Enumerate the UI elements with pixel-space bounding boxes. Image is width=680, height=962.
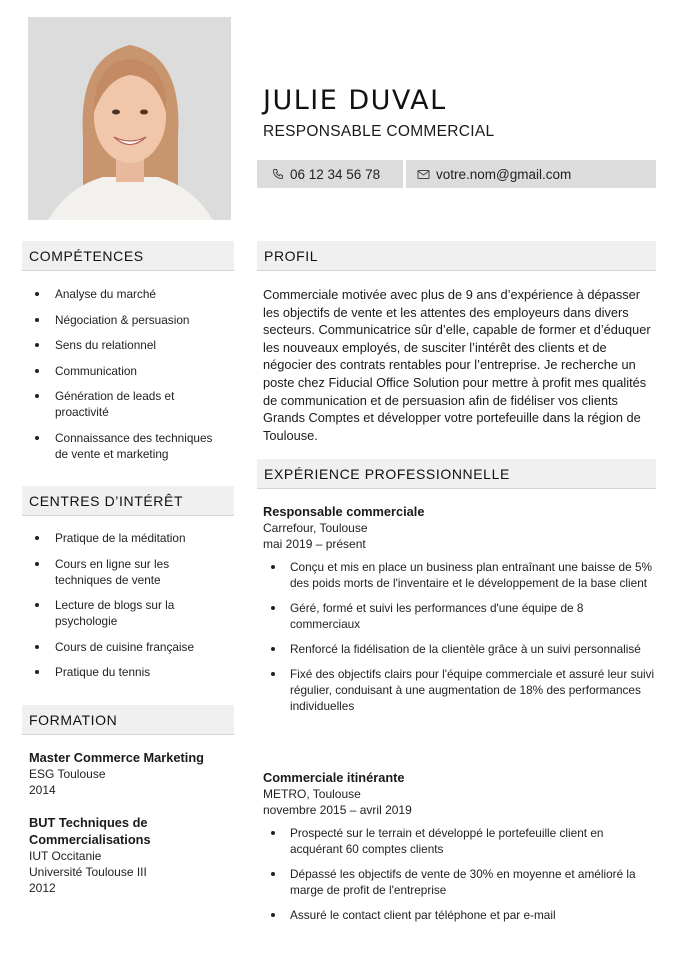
job-company: Carrefour, Toulouse	[263, 521, 368, 535]
list-item: Prospecté sur le terrain et développé le portefeuille client en acquérant 60 comptes clients	[263, 825, 656, 857]
section-interests-heading: CENTRES D’INTÉRÊT	[22, 486, 234, 516]
section-profile-heading: PROFIL	[257, 241, 656, 271]
list-item: Assuré le contact client par téléphone et par e-mail	[263, 907, 656, 923]
phone-number: 06 12 34 56 78	[290, 166, 381, 182]
education-year: 2012	[29, 881, 56, 895]
list-item: Cours de cuisine française	[22, 639, 227, 655]
experience-entry	[263, 503, 656, 723]
education-degree: Master Commerce Marketing	[29, 750, 204, 765]
list-item: Négociation & persuasion	[22, 312, 227, 328]
candidate-name: JULIE DUVAL	[263, 85, 447, 116]
section-experience-heading: EXPÉRIENCE PROFESSIONNELLE	[257, 459, 656, 489]
profile-photo	[28, 17, 231, 220]
job-achievements	[263, 825, 656, 923]
phone-contact[interactable]	[257, 160, 403, 188]
skills-list	[22, 286, 227, 471]
list-item: Géré, formé et suivi les performances d'une équipe de 8 commerciaux	[263, 600, 656, 632]
envelope-icon	[417, 169, 430, 180]
list-item: Sens du relationnel	[22, 337, 227, 353]
job-title: Responsable commerciale	[263, 504, 425, 519]
list-item: Lecture de blogs sur la psychologie	[22, 597, 227, 629]
list-item: Dépassé les objectifs de vente de 30% en moyenne et amélioré la marge de profit de l'entreprise	[263, 866, 656, 898]
education-year: 2014	[29, 783, 56, 797]
list-item: Analyse du marché	[22, 286, 227, 302]
section-skills-heading: COMPÉTENCES	[22, 241, 234, 271]
education-school: IUT Occitanie	[29, 849, 102, 863]
education-school-secondary: Université Toulouse III	[29, 865, 147, 879]
education-entry	[29, 749, 234, 798]
education-degree: BUT Techniques de Commercialisations	[29, 815, 151, 847]
list-item: Renforcé la fidélisation de la clientèle grâce à un suivi personnalisé	[263, 641, 656, 657]
email-address: votre.nom@gmail.com	[436, 166, 572, 182]
job-dates: novembre 2015 – avril 2019	[263, 803, 412, 817]
phone-icon	[272, 168, 284, 180]
resume-header	[263, 84, 656, 141]
interests-list	[22, 530, 227, 690]
section-education-heading: FORMATION	[22, 705, 234, 735]
list-item: Pratique de la méditation	[22, 530, 227, 546]
job-dates: mai 2019 – présent	[263, 537, 366, 551]
experience-entry	[263, 769, 656, 932]
list-item: Génération de leads et proactivité	[22, 388, 227, 420]
list-item: Communication	[22, 363, 227, 379]
job-company: METRO, Toulouse	[263, 787, 361, 801]
job-title: Commerciale itinérante	[263, 770, 405, 785]
candidate-title: RESPONSABLE COMMERCIAL	[263, 123, 495, 140]
list-item: Cours en ligne sur les techniques de vente	[22, 556, 227, 588]
education-school: ESG Toulouse	[29, 767, 106, 781]
education-entry	[29, 814, 194, 896]
profile-summary: Commerciale motivée avec plus de 9 ans d’expérience à dépasser les objectifs de vente et les attentes des employeurs dans divers secteurs. Communicatrice sûr d’elle, capable de former et d’éduquer les nouveaux employés, de susciter l’intérêt des clients et de négocier des contrats rentables pour l’entreprise. Je recherche un poste chez Fiducial Office Solution pour mettre à profit mes qualités de communication et de persuasion afin de fidéliser vos clients Grands Comptes et développer votre portefeuille dans la région de Toulouse.	[263, 287, 651, 443]
list-item: Pratique du tennis	[22, 664, 227, 680]
job-achievements	[263, 559, 656, 714]
list-item: Connaissance des techniques de vente et marketing	[22, 430, 227, 462]
list-item: Conçu et mis en place un business plan entraînant une baisse de 5% des poids morts de l'inventaire et le développement de la base client	[263, 559, 656, 591]
email-contact[interactable]	[406, 160, 656, 188]
list-item: Fixé des objectifs clairs pour l'équipe commerciale et assuré leur suivi régulier, conduisant à une augmentation de 18% des performances individuelles	[263, 666, 656, 714]
